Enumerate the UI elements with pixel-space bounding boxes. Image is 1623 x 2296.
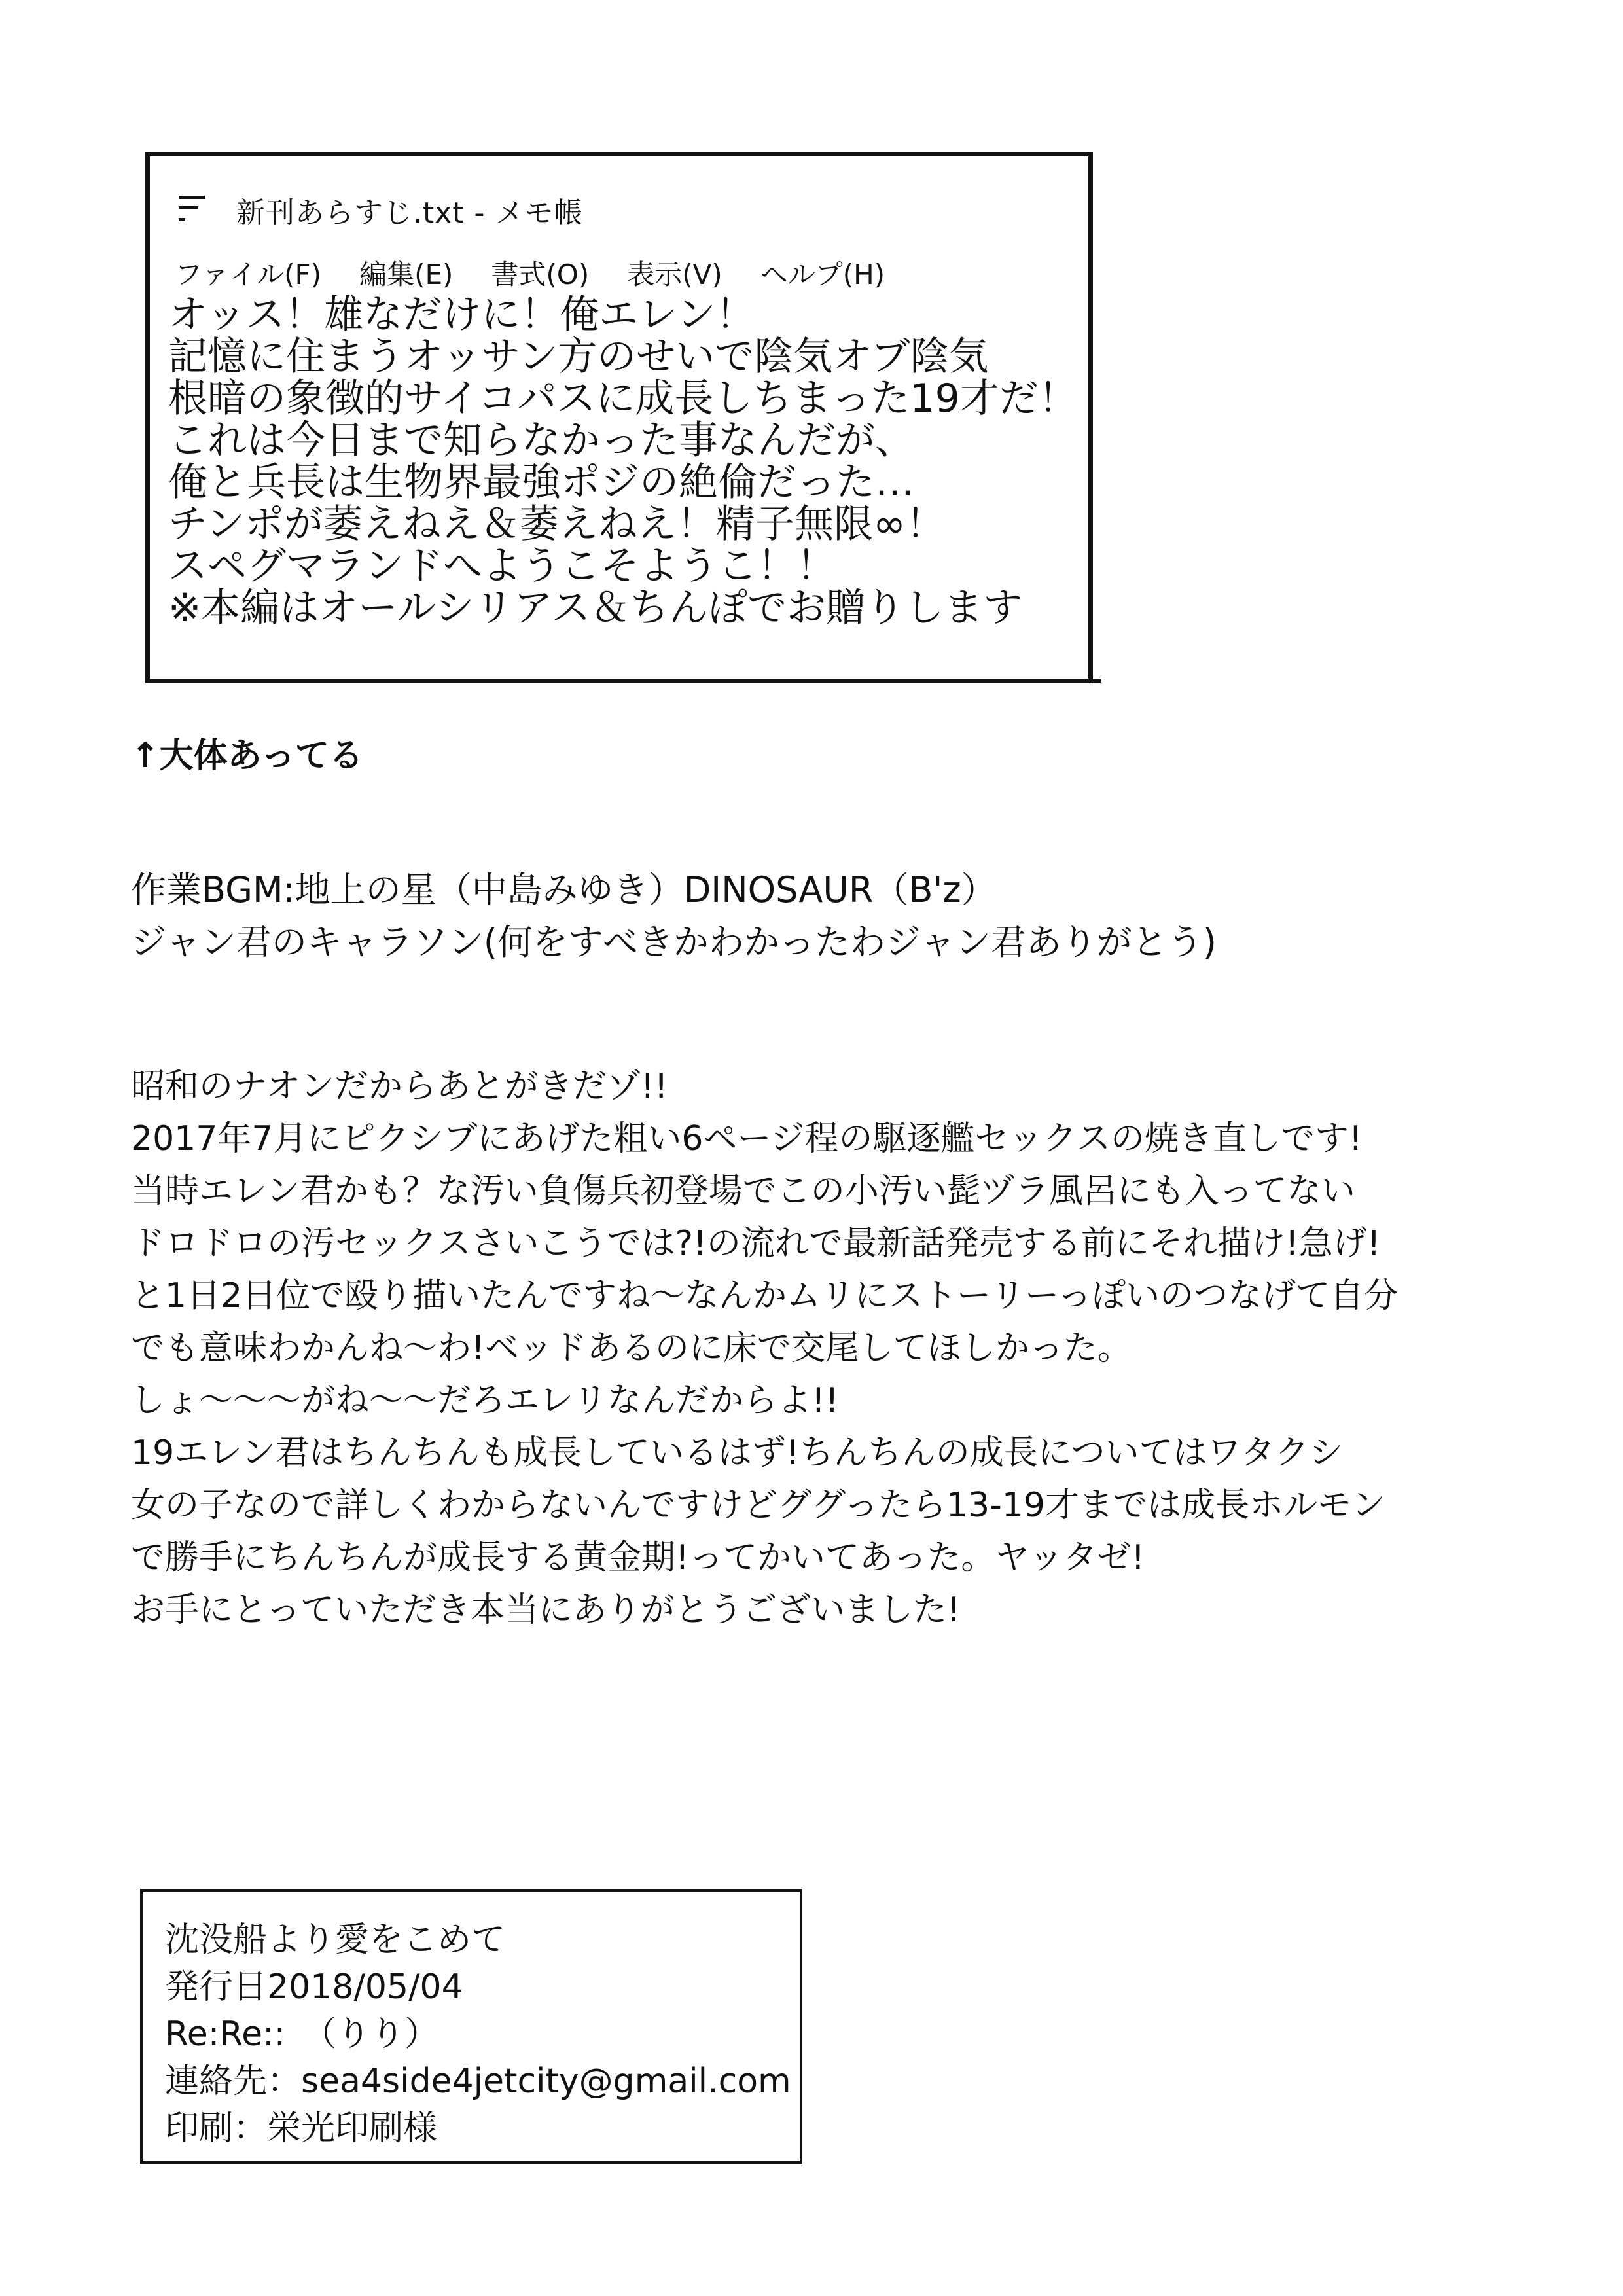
notepad-titlebar: [173, 184, 583, 236]
colophon-printer: 印刷：栄光印刷様: [165, 2109, 438, 2148]
afterword-line: ドロドロの汚セックスさいこうでは?!の流れで最新話発売する前にそれ描け!急げ!: [131, 1224, 1381, 1263]
notepad-menubar: [175, 253, 885, 293]
afterword-line: でも意味わかんね～わ!ベッドあるのに床で交尾してほしかった。: [131, 1329, 1132, 1368]
afterword-line: と1日2日位で殴り描いたんですね～なんかムリにストーリーっぽいのつなげて自分: [131, 1276, 1399, 1316]
menu-file[interactable]: ファイル(F): [175, 259, 322, 291]
notepad-window: [145, 152, 1093, 683]
colophon-contact: 連絡先：sea4side4jetcity@gmail.com: [165, 2062, 791, 2101]
divider-line: [145, 679, 1101, 683]
notepad-line: 俺と兵長は生物界最強ポジの絶倫だった…: [168, 459, 914, 505]
notepad-line: 記憶に住まうオッサン方のせいで陰気オブ陰気: [168, 334, 989, 380]
bgm-line: 作業BGM:地上の星（中島みゆき）DINOSAUR（B'z）: [131, 869, 997, 910]
afterword-section: [131, 1060, 1398, 1636]
afterword-line: 昭和のナオンだからあとがきだゾ!!: [131, 1067, 668, 1106]
menu-edit[interactable]: 編集(E): [359, 259, 454, 291]
notepad-line: オッス！雄なだけに！俺エレン！: [168, 292, 755, 338]
bgm-section: [131, 864, 1217, 969]
menu-help[interactable]: ヘルプ(H): [760, 259, 885, 291]
notepad-icon: [173, 192, 210, 228]
bgm-line: ジャン君のキャラソン(何をすべきかわかったわジャン君ありがとう): [131, 922, 1217, 963]
colophon-box: [140, 1889, 802, 2164]
afterword-line: 19エレン君はちんちんも成長しているはず!ちんちんの成長についてはワタクシ: [131, 1433, 1344, 1473]
colophon-title: 沈没船より愛をこめて: [165, 1920, 506, 1960]
afterword-line: 女の子なので詳しくわからないんですけどググったら13-19才までは成長ホルモン: [131, 1486, 1386, 1525]
notepad-line: スペグマランドへようこそようこ！！: [168, 543, 836, 589]
colophon-circle: Re:Re:: （りり）: [165, 2015, 439, 2054]
afterword-line: で勝手にちんちんが成長する黄金期!ってかいてあった。ヤッタゼ!: [131, 1538, 1145, 1577]
afterword-line: 2017年7月にピクシブにあげた粗い6ページ程の駆逐艦セックスの焼き直しです!: [131, 1119, 1363, 1158]
notepad-line: これは今日まで知らなかった事なんだが、: [168, 418, 914, 463]
afterword-line: 当時エレン君かも？な汚い負傷兵初登場でこの小汚い髭ヅラ風呂にも入ってない: [131, 1172, 1355, 1211]
notepad-text-area[interactable]: [168, 294, 1078, 629]
notepad-line: チンポが萎えねえ＆萎えねえ！精子無限∞！: [168, 501, 945, 547]
notepad-title: 新刊あらすじ.txt - メモ帳: [236, 196, 584, 230]
note-arrow-text: ↑大体あってる: [131, 736, 364, 776]
afterword-line: お手にとっていただき本当にありがとうございました!: [131, 1590, 961, 1630]
menu-view[interactable]: 表示(V): [627, 259, 722, 291]
colophon-date: 発行日2018/05/04: [165, 1967, 463, 2007]
notepad-line: 根暗の象徴的サイコパスに成長しちまった19才だ！: [168, 376, 1078, 422]
afterword-line: しょ～～～がね～～だろエレリなんだからよ!!: [131, 1381, 839, 1420]
notepad-line: ※本編はオールシリアス＆ちんぽでお贈りします: [168, 585, 1023, 631]
menu-format[interactable]: 書式(O): [491, 259, 590, 291]
